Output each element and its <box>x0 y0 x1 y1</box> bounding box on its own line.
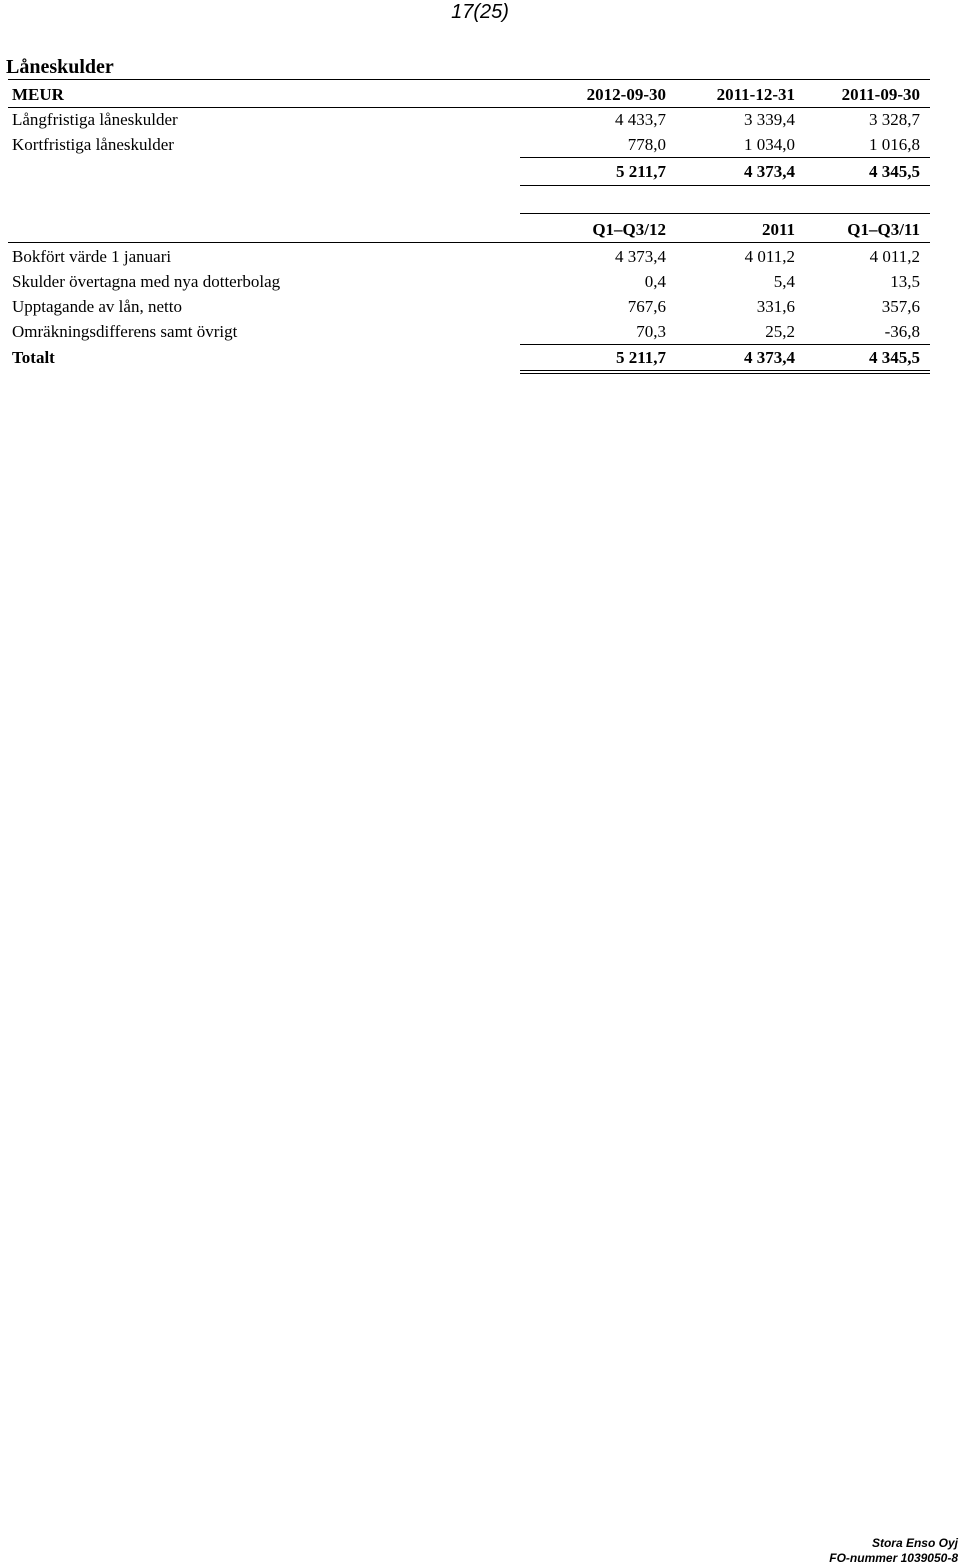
table-row <box>8 320 930 344</box>
total-value: 5 211,7 <box>615 162 666 181</box>
total-value: 5 211,7 <box>615 348 666 367</box>
table2-total-double-rule-bottom <box>520 373 930 374</box>
row-value: 3 328,7 <box>869 110 920 129</box>
table1-total-rule <box>520 185 930 186</box>
table1-total-row <box>8 160 930 184</box>
row-value: 4 011,2 <box>744 247 795 266</box>
total-value: 4 345,5 <box>869 162 920 181</box>
table-row <box>8 133 930 157</box>
row-label: Kortfristiga låneskulder <box>12 135 174 154</box>
row-value: 3 339,4 <box>744 110 795 129</box>
footer-registration: FO-nummer 1039050-8 <box>829 1551 958 1565</box>
total-value: 4 373,4 <box>744 348 795 367</box>
table1-header-row <box>8 83 930 107</box>
table1-header-col1: 2012-09-30 <box>586 85 666 104</box>
row-value: 4 373,4 <box>615 247 666 266</box>
section-title: Låneskulder <box>6 56 114 78</box>
table1-top-rule <box>8 79 930 80</box>
footer-company: Stora Enso Oyj <box>871 1536 958 1550</box>
row-value: 5,4 <box>773 272 795 291</box>
row-value: 4 433,7 <box>615 110 666 129</box>
row-value: 25,2 <box>765 322 795 341</box>
table-row <box>8 270 930 294</box>
table1-header-label: MEUR <box>12 85 64 104</box>
table2-top-rule <box>520 213 930 214</box>
row-label: Långfristiga låneskulder <box>12 110 178 129</box>
row-label: Upptagande av lån, netto <box>12 297 182 316</box>
row-value: 1 016,8 <box>869 135 920 154</box>
table-row <box>8 245 930 269</box>
page-number: 17(25) <box>451 1 509 23</box>
row-value: 778,0 <box>627 135 666 154</box>
row-value: 767,6 <box>627 297 666 316</box>
row-value: 13,5 <box>890 272 920 291</box>
table1-header-col3: 2011-09-30 <box>841 85 920 104</box>
table1-subtotal-rule <box>520 157 930 158</box>
row-value: -36,8 <box>884 322 920 341</box>
row-value: 357,6 <box>881 297 920 316</box>
total-label: Totalt <box>12 348 55 367</box>
table2-total-double-rule-top <box>520 370 930 371</box>
table2-total-row <box>8 346 930 370</box>
table2-subtotal-rule <box>520 344 930 345</box>
table1-header-col2: 2011-12-31 <box>716 85 795 104</box>
row-label: Skulder övertagna med nya dotterbolag <box>12 272 281 291</box>
row-value: 0,4 <box>644 272 666 291</box>
table2-header-rule <box>8 242 930 243</box>
table2-header-col3: Q1–Q3/11 <box>847 220 920 239</box>
total-value: 4 345,5 <box>869 348 920 367</box>
table2-header-row <box>8 218 930 242</box>
row-value: 70,3 <box>636 322 666 341</box>
table-row <box>8 108 930 132</box>
total-value: 4 373,4 <box>744 162 795 181</box>
row-value: 4 011,2 <box>869 247 920 266</box>
table2-header-col1: Q1–Q3/12 <box>592 220 666 239</box>
table2-header-col2: 2011 <box>761 220 795 239</box>
row-label: Omräkningsdifferens samt övrigt <box>12 322 238 341</box>
row-value: 1 034,0 <box>744 135 795 154</box>
row-value: 331,6 <box>756 297 795 316</box>
table-row <box>8 295 930 319</box>
row-label: Bokfört värde 1 januari <box>12 247 172 266</box>
